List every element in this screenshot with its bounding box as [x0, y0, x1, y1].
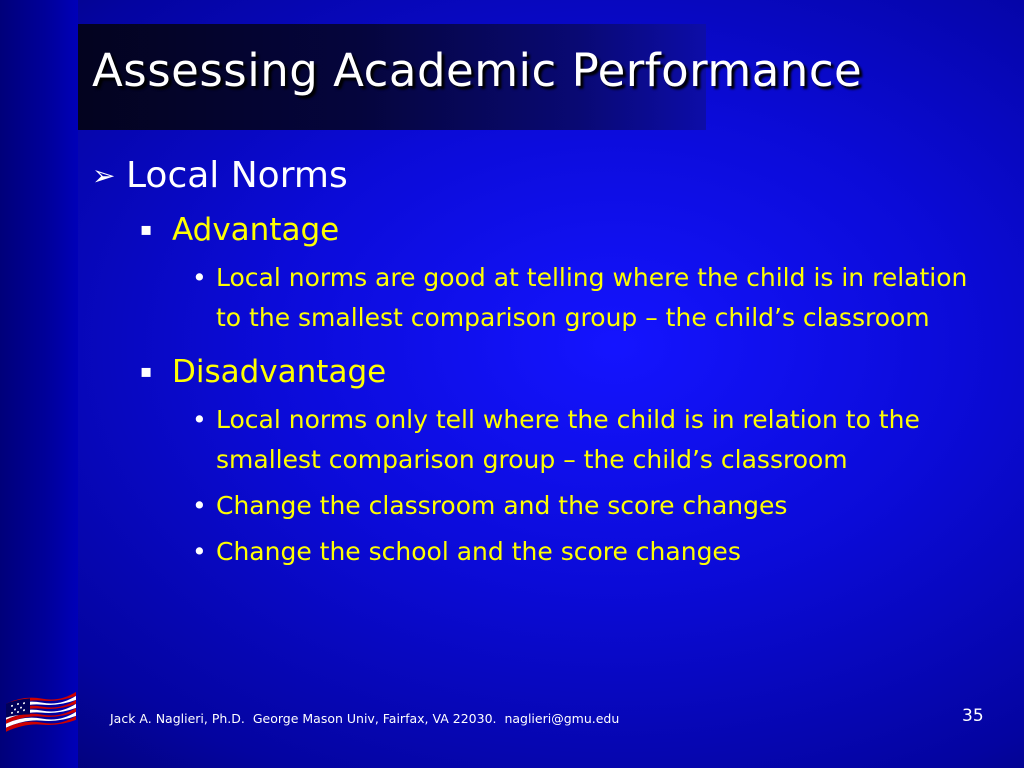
slide-footer: Jack A. Naglieri, Ph.D. George Mason Univ, Fairfax, VA 22030. naglieri@gmu.edu	[110, 711, 620, 726]
slide-title: Assessing Academic Performance	[92, 44, 863, 97]
heading-text: Local Norms	[126, 155, 348, 196]
page-number: 35	[962, 706, 984, 726]
dot-bullet-icon: •	[192, 405, 207, 434]
square-bullet-icon: ▪	[140, 361, 153, 382]
arrow-bullet-icon: ➢	[92, 159, 116, 192]
dot-bullet-icon: •	[192, 263, 207, 292]
bullet-text: Local norms only tell where the child is in relation to the smallest comparison group – the child’s classroom	[216, 405, 920, 474]
slide-body	[92, 150, 992, 572]
bullet-text: Local norms are good at telling where the child is in relation to the smallest comparison group – the child’s classroom	[216, 263, 968, 332]
dot-bullet-icon: •	[192, 491, 207, 520]
section-disadvantage	[92, 350, 992, 394]
bullet-text: Change the classroom and the score changes	[216, 491, 788, 520]
section-label: Advantage	[172, 212, 340, 248]
bullet-point	[92, 532, 992, 572]
bullet-point	[92, 400, 992, 480]
bullet-point	[92, 486, 992, 526]
section-label: Disadvantage	[172, 354, 387, 390]
bullet-text: Change the school and the score changes	[216, 537, 741, 566]
heading-local-norms	[92, 150, 992, 206]
left-decorative-band	[0, 0, 78, 768]
square-bullet-icon: ▪	[140, 219, 153, 240]
bullet-point	[92, 258, 992, 338]
dot-bullet-icon: •	[192, 537, 207, 566]
section-advantage	[92, 208, 992, 252]
american-flag-icon	[4, 686, 78, 736]
